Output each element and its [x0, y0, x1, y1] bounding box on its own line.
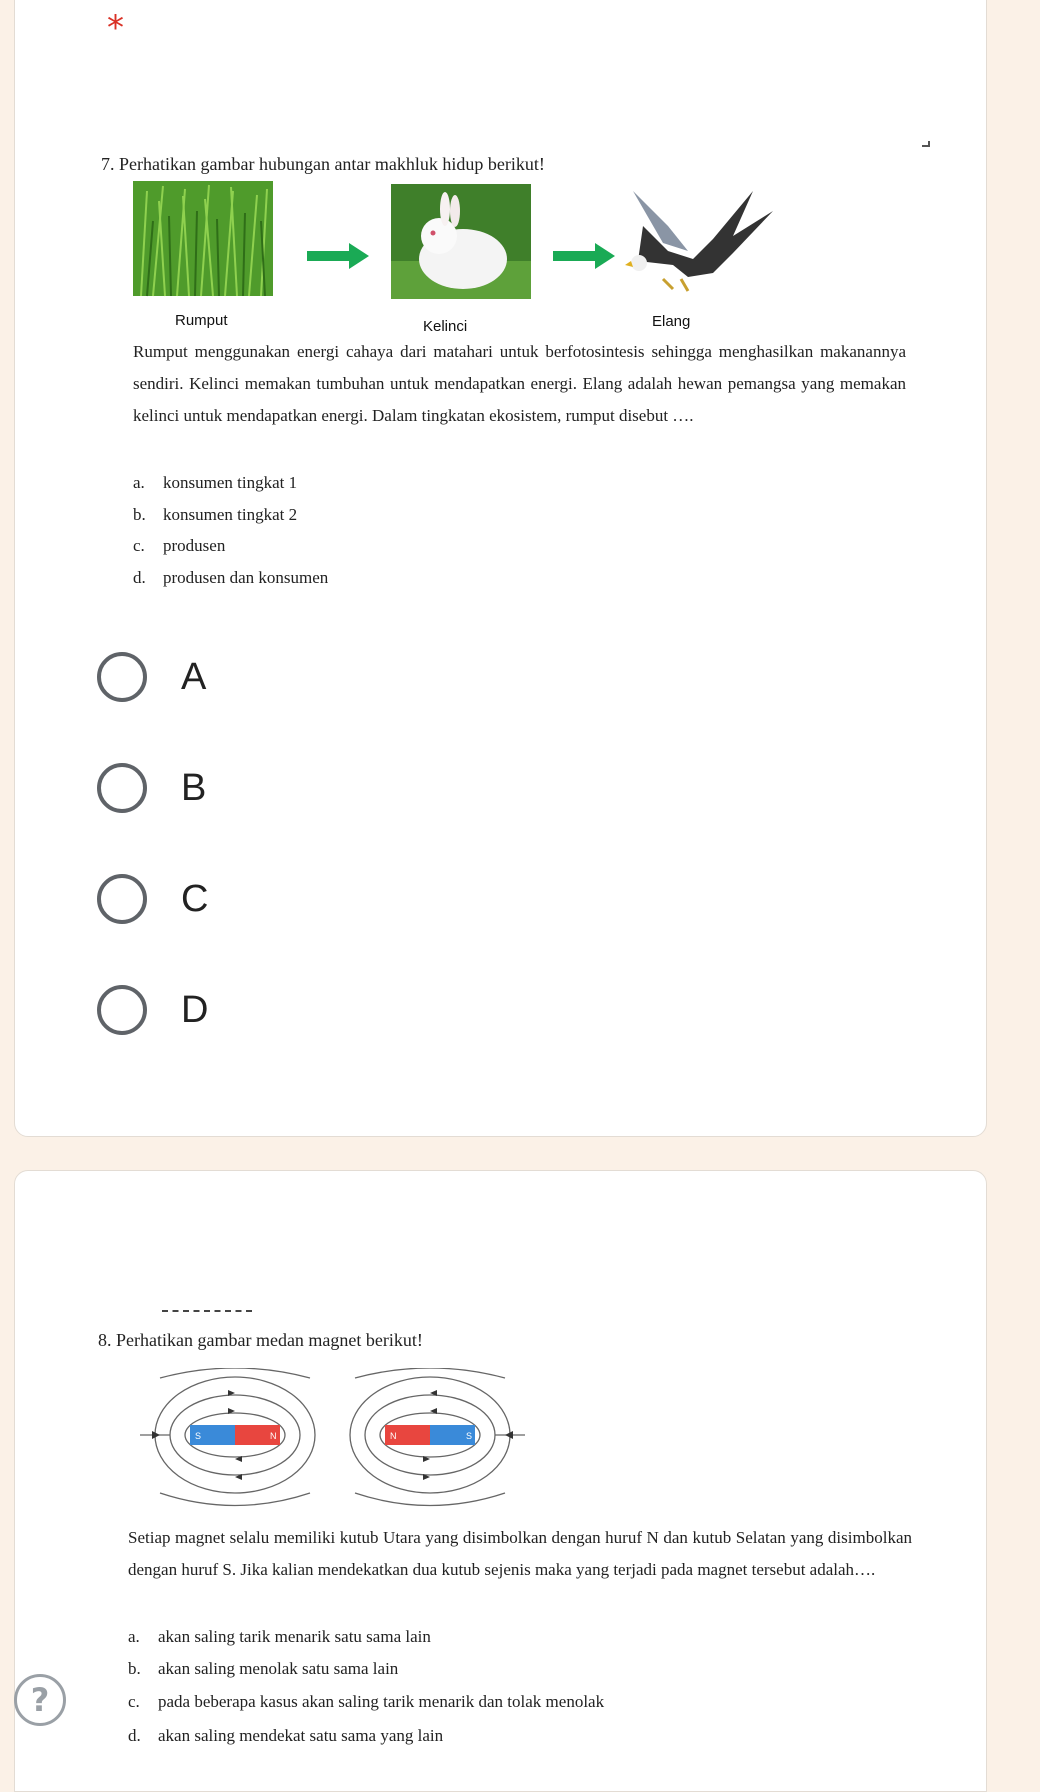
- magnet-right-s: S: [466, 1431, 473, 1441]
- radio-label-d: D: [181, 988, 209, 1031]
- option-8-text-d: d. akan saling mendekat satu sama yang lain: [128, 1726, 444, 1745]
- radio-label-a: A: [181, 655, 207, 698]
- radio-circle-icon[interactable]: [97, 652, 147, 702]
- option-8-text-c: c. pada beberapa kasus akan saling tarik menarik dan tolak menolak: [128, 1692, 605, 1711]
- magnet-left-n: N: [270, 1431, 277, 1441]
- option-8-text-a: a. akan saling tarik menarik satu sama lain: [128, 1627, 431, 1646]
- radio-option-d[interactable]: [97, 981, 397, 1039]
- radio-label-b: B: [181, 766, 207, 809]
- radio-option-a[interactable]: [97, 648, 397, 706]
- grass-image: [133, 181, 273, 296]
- option-text-c: c. produsen: [133, 536, 226, 555]
- label-grass: Rumput: [175, 312, 228, 329]
- question-8-text: Setiap magnet selalu memiliki kutub Utara yang disimbolkan dengan huruf N dan kutub Selatan yang disimbolkan dengan huruf S. Jika kalian mendekatkan dua kutub sejenis maka yang terjadi pada magnet tersebut adalah….: [128, 1528, 912, 1579]
- magnet-field-figure: [140, 1368, 530, 1518]
- radio-option-c[interactable]: [97, 870, 397, 928]
- radio-label-c: C: [181, 877, 209, 920]
- rabbit-image: [391, 184, 531, 299]
- question-card-7: [14, 0, 987, 1137]
- food-chain-figure: [133, 181, 783, 311]
- question-7-title: 7. Perhatikan gambar hubungan antar makhluk hidup berikut!: [101, 154, 545, 174]
- arrow-1: [307, 243, 369, 269]
- scan-mark: [922, 141, 930, 147]
- required-mark: *: [107, 8, 124, 48]
- radio-circle-icon[interactable]: [97, 874, 147, 924]
- option-8-text-b: b. akan saling menolak satu sama lain: [128, 1659, 399, 1678]
- option-text-b: b. konsumen tingkat 2: [133, 505, 298, 524]
- label-eagle: Elang: [652, 313, 691, 330]
- radio-circle-icon[interactable]: [97, 763, 147, 813]
- arrow-2: [553, 243, 615, 269]
- scan-dash: [162, 1310, 252, 1312]
- question-mark-icon: ?: [30, 1681, 50, 1719]
- option-text-a: a. konsumen tingkat 1: [133, 473, 298, 492]
- option-text-d: d. produsen dan konsumen: [133, 568, 329, 587]
- radio-circle-icon[interactable]: [97, 985, 147, 1035]
- magnet-left-s: S: [195, 1431, 202, 1441]
- label-rabbit: Kelinci: [423, 318, 468, 335]
- question-7-text: Rumput menggunakan energi cahaya dari matahari untuk berfotosintesis sehingga menghasilkan makanannya sendiri. Kelinci memakan tumbuhan untuk mendapatkan energi. Elang adalah hewan pemangsa yang memakan kelinci untuk mendapatkan energi. Dalam tingkatan ekosistem, rumput disebut ….: [133, 342, 906, 425]
- help-button[interactable]: [14, 1674, 66, 1726]
- question-8-title: 8. Perhatikan gambar medan magnet berikut!: [98, 1330, 423, 1350]
- radio-option-b[interactable]: [97, 759, 397, 817]
- magnet-right-n: N: [390, 1431, 397, 1441]
- eagle-image: [625, 191, 773, 291]
